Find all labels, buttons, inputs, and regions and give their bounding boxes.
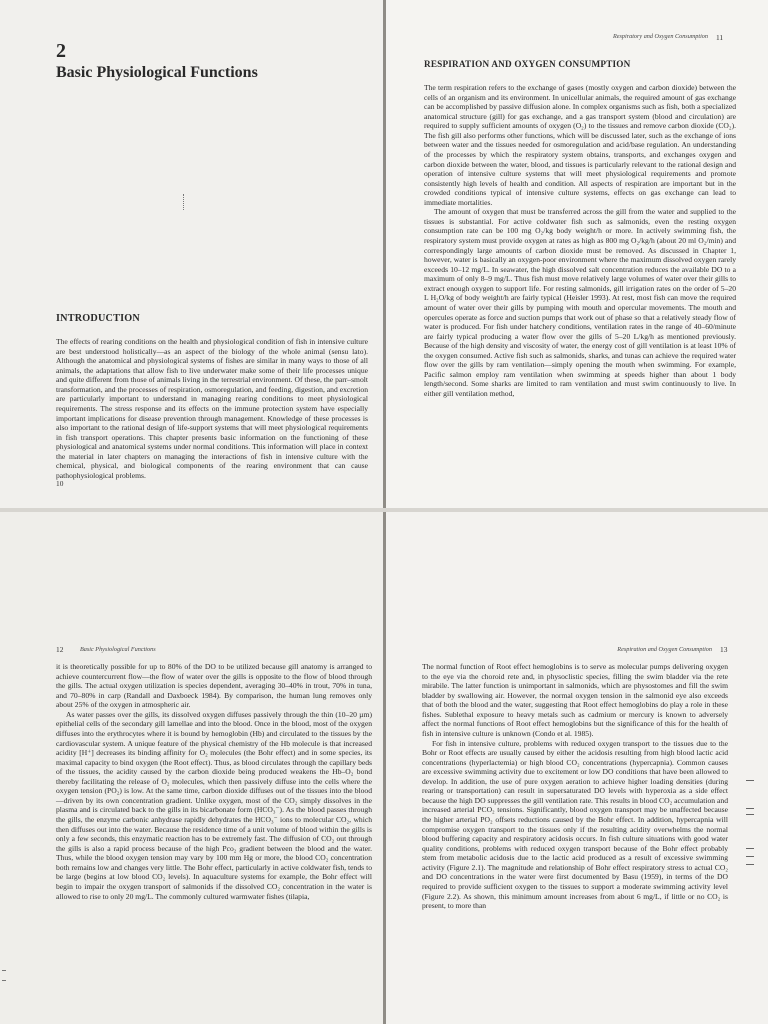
section-heading-introduction: INTRODUCTION	[56, 313, 140, 324]
edge-mark	[746, 814, 754, 815]
section-heading-respiration: RESPIRATION AND OXYGEN CONSUMPTION	[424, 59, 631, 69]
chapter-number: 2	[56, 40, 66, 62]
body-text	[424, 83, 736, 399]
paragraph: The amount of oxygen that must be transferred across the gill from the water and supplied to the tissues is substantial. For active coldwater fish such as salmonids, even the resting oxygen consumption rate can be 100 mg O₂/kg body weight/h or more. In actively swimming fish, the respiratory system must provide oxygen at rates as high as 800 mg O₂/kg/h (about 20 ml O₂/min) and correspondingly large amounts of carbon dioxide must be removed. As discussed in Chapter 1, however, water is basically an oxygen-poor environment where the maximum dissolved oxygen rarely exceeds 10–12 mg/L. In seawater, the high dissolved salt concentration reduces the available DO to a maximum of only 8–9 mg/L. Thus fish must move relatively large volumes of water over their gills to extract enough oxygen to support life. For resting salmonids, gill irrigation rates on the order of 5–20 L H₂O/kg of body weight/h are fairly typical (Heisler 1993). At rest, most fish can move the required amount of water over their gills by pumping with mouth and opercular movements. The mouth and opercules operate as force and suction pumps that work out of phase so that a relatively steady flow of water is produced. For fish under hatchery conditions, ventilation rates in the range of 40–60/minute are fairly typical producing a water flow over the gills of 5–20 L/kg/h as mentioned previously. Because of the high density and viscosity of water, the energy cost of gill ventilation is at least 10% of the oxygen consumed. Active fish such as salmonids, sharks, and tunas can achieve the required water flow over the gills by ram ventilation—simply opening the mouth when swimming. For example, Pacific salmon employ ram ventilation when swimming at speeds higher than about 1 body length/second. Some sharks are limited to ram ventilation and must swim continuously to live. In either gill ventilation method,	[424, 207, 736, 398]
body-text	[56, 662, 372, 901]
page-10	[0, 0, 384, 508]
paragraph: As water passes over the gills, its dissolved oxygen diffuses passively through the thin (10–20 µm) epithelial cells of the secondary gill lamellae and into the blood. Once in the blood, most of the oxygen diffuses into the erythrocytes where it is bound by hemoglobin (Hb) and circulated to the tissues by the cardiovascular system. A unique feature of the physical chemistry of the Hb molecule is that increased acidity [H⁺] decreases its binding affinity for O₂ molecules (the Bohr effect) and in some species, its maximal capacity to bind oxygen (the Root effect). Thus, as blood circulates through the capillary beds of the tissues, the acidity caused by the carbon dioxide being produced weakens the Hb–O₂ bond thereby facilitating the release of O₂ molecules, which then passively diffuse into the cells where the oxygen tension (PO₂) is low. At the same time, carbon dioxide diffuses out of the tissues into the blood—driven by its own concentration gradient. Unlike oxygen, most of the CO₂ simply dissolves in the plasma and is circulated back to the gills in its bicarbonate form (HCO₃⁻). As the blood passes through the gills, the enzyme carbonic anhydrase rapidly dehydrates the HCO₃⁻ ions to molecular CO₂, which then diffuses out into the water. Because the residence time of a unit volume of blood within the gills is only a few seconds, this enzymatic reaction has to be extremely fast. The diffusion of CO₂ out through the gills is also a rapid process because of the high Pco₂ gradient between the blood and the water. Thus, while the blood oxygen tension may vary by 100 mm Hg or more, the blood CO₂ concentration both remains low and changes very little. The Bohr effect, particularly in active coldwater fish, tends to be large (begins at low blood CO₂ levels). In aquaculture systems for example, the Bohr effect will begin to impair the oxygen transport of salmonids if the dissolved CO₂ concentration in the water is allowed to rise to only 20 mg/L. The commonly cultured warmwater fishes (tilapia,	[56, 709, 372, 901]
margin-mark	[183, 194, 185, 210]
edge-mark	[746, 856, 754, 857]
paragraph: For fish in intensive culture, problems with reduced oxygen transport to the tissues due to the Bohr or Root effects are usually caused by either the acidosis resulting from high blood lactic acid concentrations (hyperlactemia) or high blood CO₂ concentrations (hypercapnia). Common causes are excessive swimming activity due to excitement or low DO conditions that have been allowed to develop. In addition, the use of pure oxygen aeration to achieve higher loading densities (during rearing or transportation) can result in supersaturated DO levels with hyperoxia as a side effect because the high DO suppresses the gill ventilation rate. This results in blood CO₂ accumulation and increased arterial PCO₂ tensions. Significantly, blood oxygen transport may be unaffected because the higher arterial PO₂ offsets reductions caused by the Bohr effect. In addition, hypercapnia will compromise oxygen transport to the tissues only if the resulting acidity overwhelms the normal blood buffering capacity and respiratory acidosis occurs. In fish culture situations with good water quality conditions, problems with reduced oxygen transport because of the Bohr effect probably stem from metabolic acidosis due to the lactic acid produced as a result of excessive swimming activity (Figure 2.1). The magnitude and relationship of Bohr effect respiratory stress to actual CO₂ and DO concentrations in the water were first documented by Basu (1959), in terms of the DO required to provide sufficient oxygen to the tissues to support a moderate swimming activity level (Figure 2.2). As shown, this minimum amount increases from about 6 mg/L, if little or no CO₂ is present, to more than	[422, 738, 728, 911]
body-text	[422, 662, 728, 911]
edge-mark	[2, 970, 6, 971]
edge-mark	[746, 848, 754, 849]
page-number: 13	[720, 645, 728, 654]
page-number: 12	[56, 645, 64, 654]
paragraph: The term respiration refers to the exchange of gases (mostly oxygen and carbon dioxide) between the cells of an organism and its environment. In unicellular animals, the required amount of gas exchange can be accomplished by passive diffusion alone. In complex organisms such as fish, both a specialized anatomical structure (gill) for gas exchange, and a gas transport system (blood and circulation) are required to supply sufficient amounts of oxygen (O₂) to the tissues and remove carbon dioxide (CO₂). The fish gill also performs other functions, which will be discussed later, such as the exchange of ions between water and the tissues needed for osmoregulation and acid/base regulation. An understanding of the processes by which the respiratory system obtains, transports, and exchanges oxygen and carbon dioxide between the water, blood, and tissues is particularly relevant to the rational design and operation of intensive culture systems that will meet physiological requirements and promote consistently high levels of health and condition. All aspects of respiration are important but in the crowded conditions typical of intensive culture systems, effects on gas exchange can lead to immediate mortalities.	[424, 83, 736, 207]
running-head: Respiration and Oxygen Consumption	[617, 646, 712, 653]
page-number: 11	[716, 33, 724, 42]
edge-mark	[746, 780, 754, 781]
edge-mark	[746, 808, 754, 809]
paragraph: The normal function of Root effect hemoglobins is to serve as molecular pumps delivering oxygen to the eye via the choroid rete and, in physoclistic species, filling the swim bladder via the rete mirabile. The latter function is unimportant in salmonids, which are physostomes and fill the swim bladder by swallowing air. However, the normal oxygen tension in the salmonid eye also exceeds that of both the blood and the water, suggesting that Root effect hemoglobins do play a role in these fishes. Sublethal exposure to heavy metals such as cadmium or mercury is known to adversely affect the normal functions of Root effect hemoglobins but the significance of this for the health of fish in intensive culture is unknown (Condo et al. 1985).	[422, 662, 728, 738]
running-head: Basic Physiological Functions	[80, 646, 156, 653]
paragraph: The effects of rearing conditions on the health and physiological condition of fish in intensive culture are best understood holistically—as an aspect of the biology of the whole animal (sensu lato). Although the anatomical and physiological systems of fishes are similar in many ways to those of all animals, the adaptations that allow fish to live underwater make some of their life processes unique and quite different from those of animals living in the terrestrial environment. Of these, the parr–smolt transformation, and the processes of respiration, osmoregulation, and feeding, digestion, and excretion are particularly important to understand in managing rearing conditions to meet physiological requirements. The stress response and its effects on the immune protection system have especially important implications for disease prevention through management. Knowledge of these processes is also important to the rational design of life-support systems that will meet physiological requirements in fish transport operations. This chapter presents basic information on the functioning of these physiological and anatomical systems under normal conditions. This information will place in context the material in later chapters on managing the interactions of fish in intensive culture with the chemical, physical, and biological components of the rearing environment that can cause pathophysiological problems.	[56, 337, 368, 480]
page-12	[0, 512, 384, 1024]
edge-mark	[746, 864, 754, 865]
page-11	[386, 0, 768, 508]
book-gutter	[383, 0, 386, 508]
edge-mark	[2, 980, 6, 981]
spread-divider	[0, 508, 768, 512]
page-number: 10	[56, 479, 64, 488]
page-13	[386, 512, 768, 1024]
book-gutter	[383, 512, 386, 1024]
chapter-title: Basic Physiological Functions	[56, 64, 258, 81]
running-head: Respiratory and Oxygen Consumption	[612, 33, 708, 40]
paragraph: it is theoretically possible for up to 80% of the DO to be utilized because gill anatomy is arranged to achieve countercurrent flow—the flow of water over the gills is opposite to the flow of blood through the gills. The actual oxygen utilization is species dependent, averaging 30–40% in trout, 70% in tuna, and 70–80% in carp (Randall and Daxboeck 1984). By comparison, the human lung removes only about 25% of the oxygen in atmospheric air.	[56, 662, 372, 710]
body-text	[56, 337, 368, 480]
